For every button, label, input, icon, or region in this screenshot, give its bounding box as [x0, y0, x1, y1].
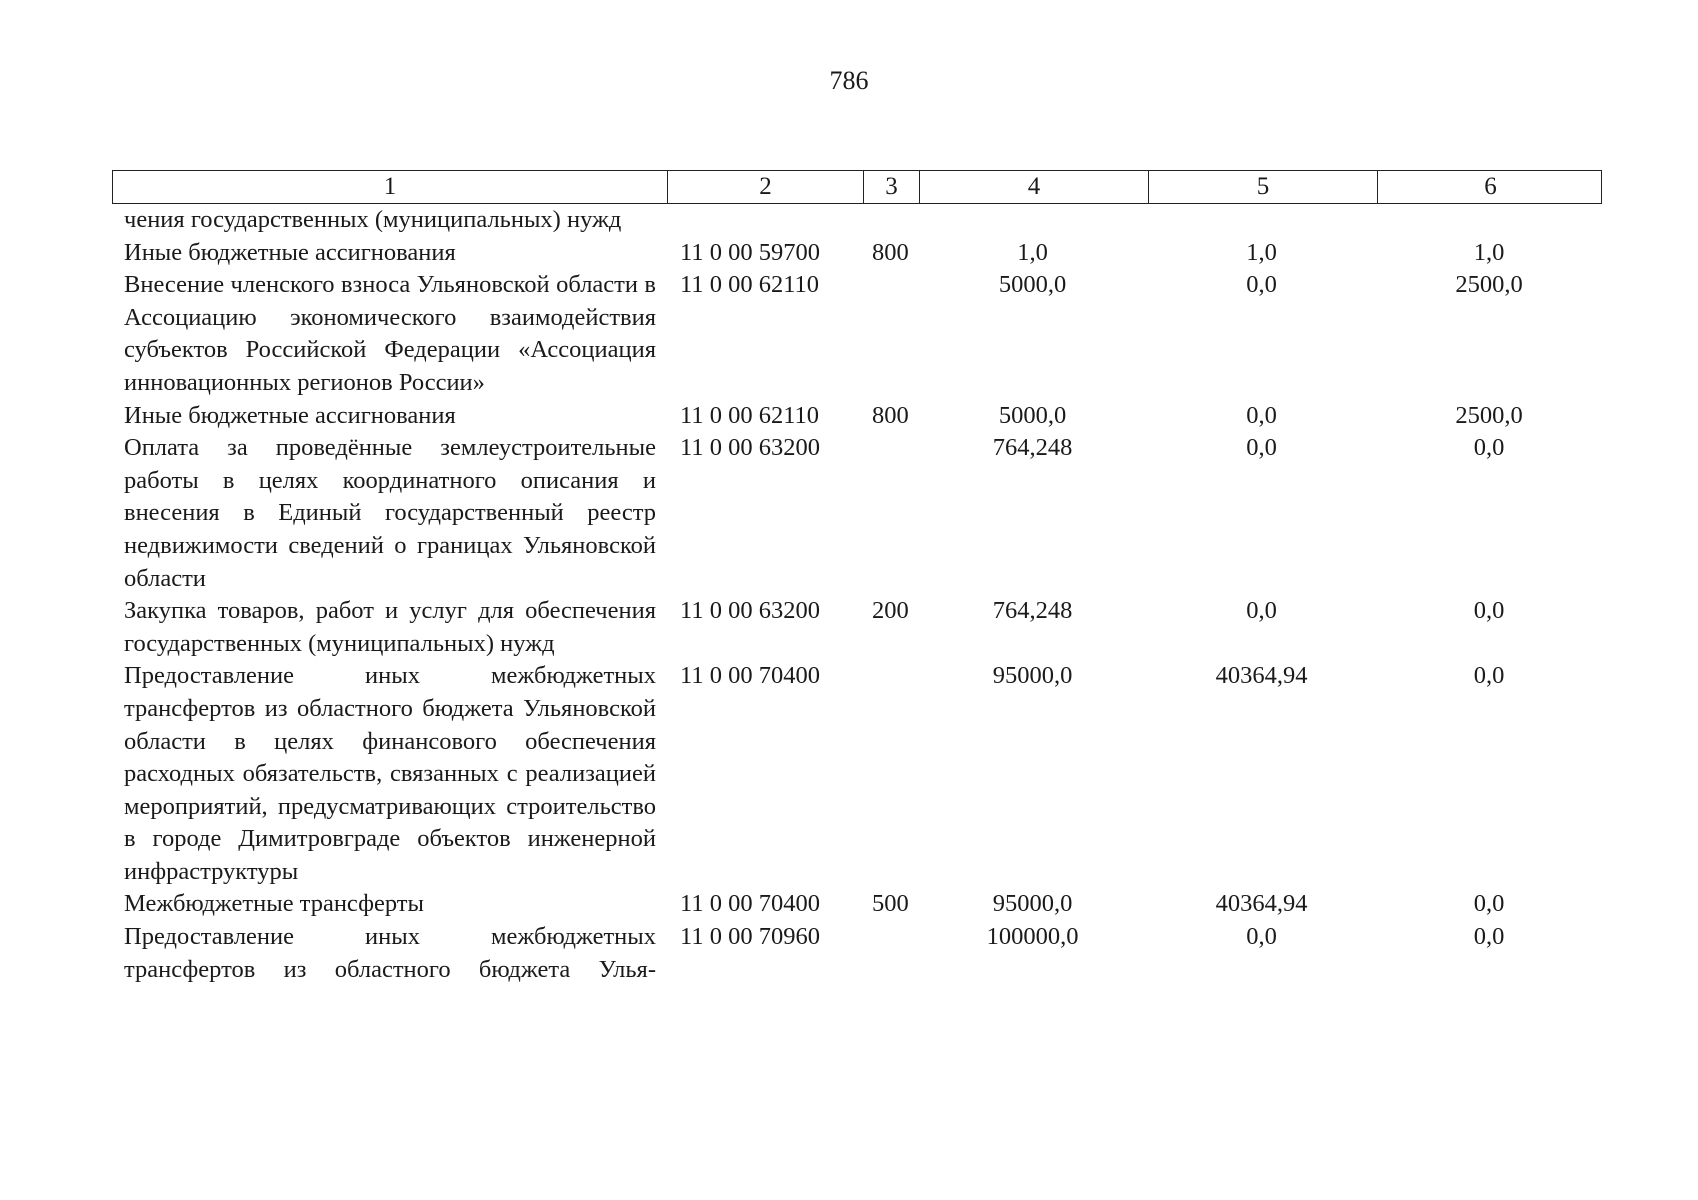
row-type: [862, 921, 918, 986]
row-code: 11 0 00 63200: [680, 597, 820, 625]
row-value-6: 0,0: [1473, 434, 1505, 462]
header-col-5: 5: [1148, 171, 1377, 203]
row-value-4: 95000,0: [992, 662, 1073, 690]
header-col-3: 3: [863, 171, 919, 203]
table-row: [112, 595, 1602, 660]
header-col-2: 2: [667, 171, 863, 203]
row-name: Иные бюджетные ассигнования: [124, 238, 456, 266]
row-value-6: 0,0: [1473, 890, 1505, 918]
row-type: [862, 204, 918, 237]
row-name: Закупка товаров, работ и услуг для обеспечения государственных (муниципальных) нужд: [124, 597, 656, 657]
row-value-5: 0,0: [1246, 597, 1277, 625]
page-number: 786: [829, 66, 869, 95]
row-name: Иные бюджетные ассигнования: [124, 401, 456, 429]
row-value-4: 1,0: [1017, 238, 1048, 266]
row-value-4: 5000,0: [998, 271, 1067, 299]
budget-table: [112, 170, 1602, 986]
row-value-6: 0,0: [1473, 923, 1505, 951]
table-row: [112, 921, 1602, 986]
table-row: [112, 432, 1602, 595]
row-code: 11 0 00 70400: [680, 890, 820, 918]
row-value-6: 0,0: [1473, 597, 1505, 625]
row-code: 11 0 00 62110: [680, 401, 820, 429]
row-name: Предоставление иных межбюджетных трансфертов из областного бюджета Улья-: [124, 923, 656, 983]
row-code: 11 0 00 70960: [680, 923, 820, 951]
row-value-4: 764,248: [992, 434, 1073, 462]
row-name: чения государственных (муниципальных) нужд: [124, 206, 622, 233]
row-value-5: 40364,94: [1215, 890, 1308, 918]
row-value-4: 5000,0: [998, 401, 1067, 429]
row-value-5: 0,0: [1246, 401, 1277, 429]
row-code: 11 0 00 70400: [680, 662, 820, 690]
row-value-4: [918, 204, 1147, 237]
row-type: 800: [872, 401, 909, 429]
row-value-6: 1,0: [1473, 238, 1505, 266]
row-value-4: 100000,0: [986, 923, 1079, 951]
table-row: [112, 888, 1602, 921]
row-name: Оплата за проведённые землеустроительные работы в целях координатного описания и внесения в Единый государственный реестр недвижимости сведений о границах Ульяновской области: [124, 434, 656, 592]
row-type: [862, 432, 918, 595]
row-value-6: 0,0: [1473, 662, 1505, 690]
table-row: [112, 660, 1602, 888]
row-value-5: 0,0: [1246, 434, 1277, 462]
row-type: 500: [872, 890, 909, 918]
row-type: [862, 660, 918, 888]
row-code: 11 0 00 59700: [680, 238, 820, 266]
row-value-5: 1,0: [1246, 238, 1277, 266]
row-value-5: [1147, 204, 1376, 237]
row-value-6: [1376, 204, 1602, 237]
row-name: Внесение членского взноса Ульяновской области в Ассоциацию экономического взаимодействия субъектов Российской Федерации «Ассоциация инновационных регионов России»: [124, 271, 656, 396]
row-type: [862, 269, 918, 399]
row-code: 11 0 00 62110: [680, 271, 820, 299]
table-row: [112, 400, 1602, 433]
row-value-5: 0,0: [1246, 271, 1277, 299]
row-code: [666, 204, 862, 237]
header-col-1: 1: [383, 173, 397, 200]
header-col-6: 6: [1377, 171, 1603, 203]
table-row: [112, 237, 1602, 270]
row-value-4: 764,248: [992, 597, 1073, 625]
row-type: 200: [872, 597, 909, 625]
row-value-5: 40364,94: [1215, 662, 1308, 690]
table-header: [112, 170, 1602, 204]
row-value-4: 95000,0: [992, 890, 1073, 918]
row-name: Межбюджетные трансферты: [124, 890, 424, 918]
row-type: 800: [872, 238, 909, 266]
row-value-5: 0,0: [1246, 923, 1277, 951]
header-col-4: 4: [919, 171, 1148, 203]
table-row: [112, 204, 1602, 237]
table-body: [112, 204, 1602, 986]
row-code: 11 0 00 63200: [680, 434, 820, 462]
row-name: Предоставление иных межбюджетных трансфертов из областного бюджета Ульяновской области в целях финансового обеспечения расходных обязательств, связанных с реализацией мероприятий, предусматривающих строительство в городе Димитровграде объектов инженерной инфраструктуры: [124, 662, 656, 885]
row-value-6: 2500,0: [1455, 271, 1523, 299]
table-row: [112, 269, 1602, 399]
row-value-6: 2500,0: [1455, 401, 1523, 429]
